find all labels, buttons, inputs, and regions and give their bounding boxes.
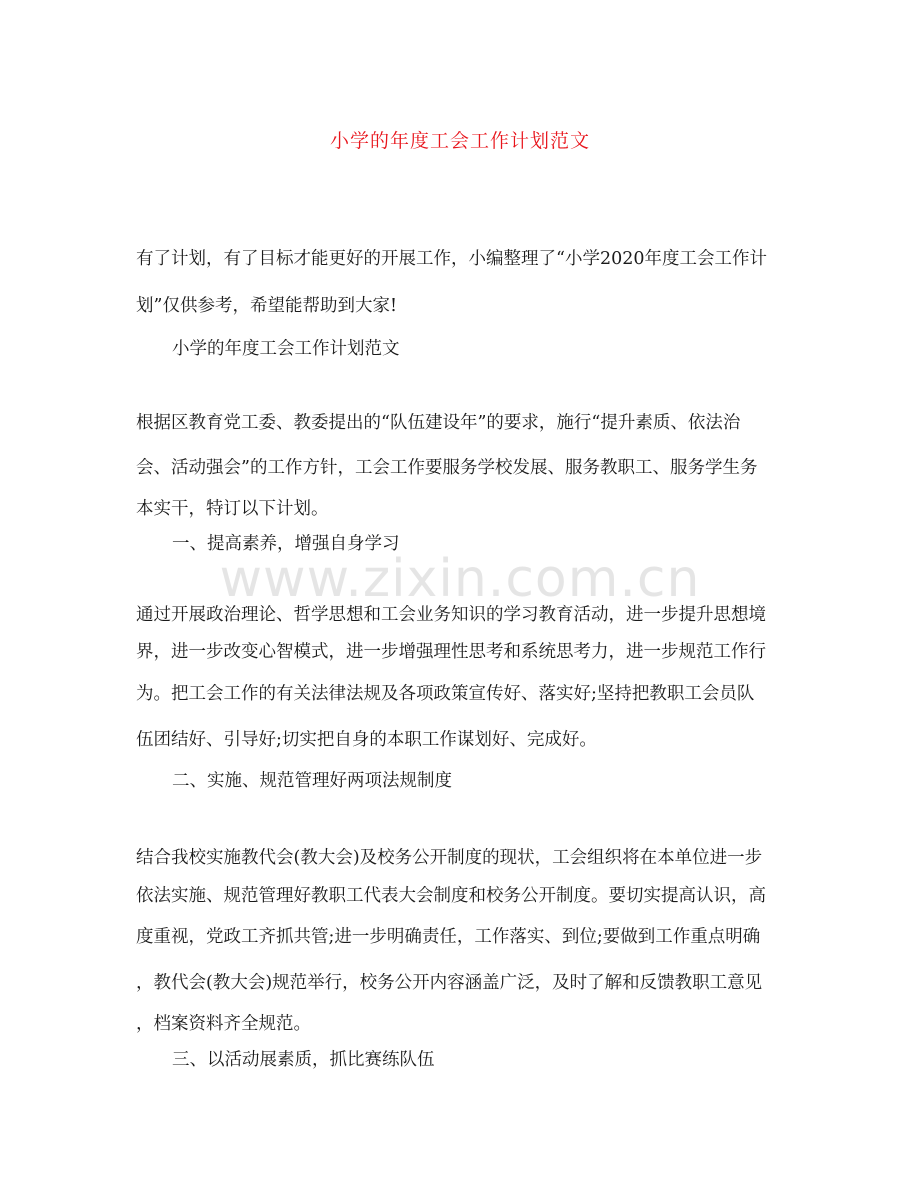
paragraph-line: 通过开展政治理论、哲学思想和工会业务知识的学习教育活动，进一步提升思想境 — [136, 605, 766, 625]
section-heading: 二、实施、规范管理好两项法规制度 — [172, 771, 452, 791]
paragraph-line: 划”仅供参考，希望能帮助到大家! — [136, 296, 397, 316]
paragraph-line: 界，进一步改变心智模式，进一步增强理性思考和系统思考力，进一步规范工作行 — [136, 642, 766, 662]
watermark: www.zixin.com.cn — [219, 549, 701, 609]
paragraph-line: 依法实施、规范管理好教职工代表大会制度和校务公开制度。要切实提高认识，高 — [136, 886, 766, 906]
paragraph-line: 根据区教育党工委、教委提出的“队伍建设年”的要求，施行“提升素质、依法治 — [136, 413, 741, 433]
paragraph-line: ，档案资料齐全规范。 — [136, 1014, 311, 1034]
paragraph-line: 度重视，党政工齐抓共管;进一步明确责任，工作落实、到位;要做到工作重点明确 — [136, 927, 761, 947]
paragraph-line: ，教代会(教大会)规范举行，校务公开内容涵盖广泛，及时了解和反馈教职工意见 — [136, 973, 763, 993]
subtitle-line: 小学的年度工会工作计划范文 — [172, 339, 400, 359]
paragraph-line: 结合我校实施教代会(教大会)及校务公开制度的现状，工会组织将在本单位进一步 — [136, 848, 763, 868]
section-heading: 三、以活动展素质，抓比赛练队伍 — [172, 1050, 435, 1070]
section-heading: 一、提高素养，增强自身学习 — [172, 534, 400, 554]
paragraph-line: 本实干，特订以下计划。 — [136, 499, 329, 519]
paragraph-line: 伍团结好、引导好;切实把自身的本职工作谋划好、完成好。 — [136, 730, 597, 750]
paragraph-line: 有了计划，有了目标才能更好的开展工作，小编整理了“小学2020年度工会工作计 — [136, 249, 767, 269]
paragraph-line: 会、活动强会”的工作方针，工会工作要服务学校发展、服务教职工、服务学生务 — [136, 458, 758, 478]
document-title: 小学的年度工会工作计划范文 — [329, 130, 590, 152]
paragraph-line: 为。把工会工作的有关法律法规及各项政策宣传好、落实好;坚持把教职工会员队 — [136, 684, 755, 704]
